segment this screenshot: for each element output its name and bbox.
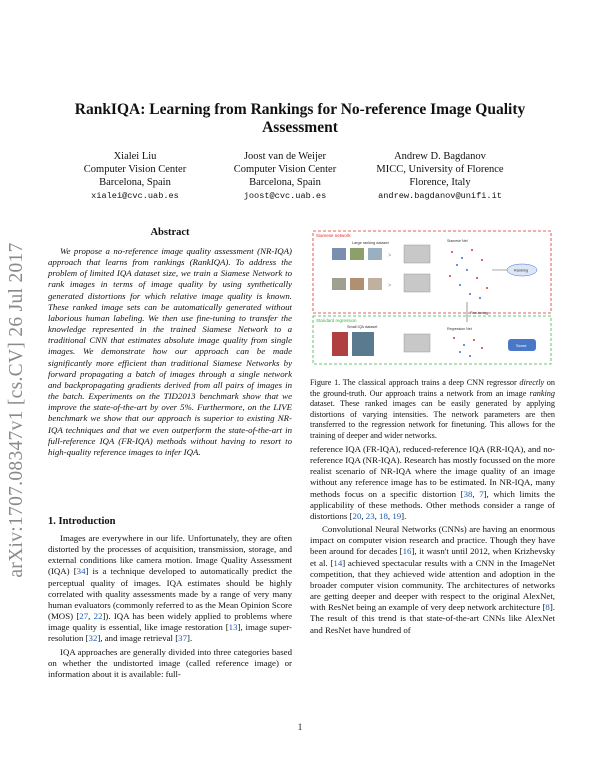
right-paragraph-2: Convolutional Neural Networks (CNNs) are having an enormous impact on computer vision research and practice. Though they have been around for decades [16], it wasn't until 2012, when Krizhevsky et al. [14] achieved spectacular results with a CNN in the ImageNet competition, that they achieved wide attention and adoption in the broader computer vision community. The architectures of networks are getting deeper and deeper with respect to the original AlexNet, with ResNet being an example of very deep network architecture [8]. The result of this trend is that state-of-the-art CNNs like AlexNet and ResNet have hundred of (310, 524, 556, 635)
abstract-text: We propose a no-reference image quality assessment (NR-IQA) approach that learns from rankings (RankIQA). To address the problem of limited IQA dataset size, we train a Siamese Network to rank images in terms of image quality by using synthetically generated distortions for which relative image quality is known. These ranked image sets can be automatically generated without laborious human labeling. We then use fine-tuning to transfer the knowledge represented in the trained Siamese Network to a traditional CNN that estimates absolute image quality from single images. We demonstrate how our approach can be made significantly more efficient than traditional Siamese Networks by forward propagating a batch of images through a single network and backpropagating gradients derived from all pairs of images in the batch. Experiments on the TID2013 benchmark show that we improve the state-of-the-art by over 5%. Furthermore, on the LIVE benchmark we show that our approach is superior to existing NR-IQA techniques and that we even outperform the state-of-the-art in full-reference IQA (FR-IQA) methods without having to resort to high-quality reference images to infer IQA. (48, 246, 292, 457)
citation-link[interactable]: 32 (88, 633, 98, 644)
author-affiliation: Computer Vision Center (233, 164, 337, 176)
network-block (404, 274, 430, 292)
citation-link[interactable]: 20 (352, 510, 362, 521)
regression-net-label: Regression Net (447, 327, 472, 331)
abstract-body (48, 246, 292, 458)
greater-than-symbol: > (388, 253, 392, 259)
siamese-net-label: Siamese Net (447, 239, 468, 243)
introduction-body (48, 533, 292, 682)
distorted-image-1 (332, 248, 346, 260)
network-block (404, 334, 430, 352)
citation-link[interactable]: 38 (463, 488, 473, 499)
iqa-image-1 (332, 332, 348, 356)
author-email[interactable]: andrew.bagdanov@unifi.it (378, 190, 502, 201)
author-name: Joost van de Weijer (243, 151, 327, 162)
author-3 (350, 150, 530, 203)
citation-link[interactable]: 16 (402, 546, 412, 557)
author-name: Andrew D. Bagdanov (394, 151, 486, 162)
citation-link[interactable]: 23 (365, 510, 375, 521)
author-affiliation: Computer Vision Center (83, 164, 187, 176)
regression-scatter-plot (453, 337, 483, 357)
distorted-image-5 (350, 278, 364, 290)
iqa-image-2 (352, 332, 374, 356)
score-output-label: Score (516, 343, 527, 348)
page-number: 1 (297, 722, 303, 732)
author-location: Florence, Italy (409, 177, 471, 189)
paper-title: RankIQA: Learning from Rankings for No-reference Image Quality Assessment (74, 101, 526, 136)
distorted-image-3 (368, 248, 382, 260)
distorted-image-2 (350, 248, 364, 260)
citation-link[interactable]: 18 (379, 510, 388, 521)
author-email[interactable]: xialei@cvc.uab.es (91, 190, 179, 201)
feature-scatter-plot (449, 249, 488, 299)
citation-link[interactable]: 13 (228, 622, 238, 633)
citation-link[interactable]: 7 (479, 488, 484, 499)
citation-link[interactable]: 37 (178, 633, 188, 644)
figure-1-caption: Figure 1. The classical approach trains a deep CNN regressor directly on the ground-truth. Our approach trains a network from an image ranking dataset. These ranked images can be easily generated by applying distortions of varying intensities. The network parameters are then transferred to the regression network for finetuning. This allows for the training of deeper and wider networks. (310, 378, 555, 440)
distorted-image-6 (368, 278, 382, 290)
intro-paragraph-1: Images are everywhere in our life. Unfortunately, they are often distorted by the processes of acquisition, transmission, storage, and external conditions like camera motion. Image Quality Assessment (IQA) [34] is a technique developed to automatically predict the perceptual quality of images. IQA estimates should be highly correlated with quality assessments made by a range of very many human evaluators (commonly referred to as the Mean Opinion Score (MOS) [27, 22]). IQA has been widely applied to problems where image quality is essential, like image restoration [13], image super-resolution [32], and image retrieval [37]. (48, 533, 293, 644)
distorted-image-4 (332, 278, 346, 290)
author-1 (70, 150, 200, 203)
citation-link[interactable]: 14 (333, 557, 343, 568)
regression-section-label: Standard regression (316, 318, 357, 323)
ranking-output-label: Ranking (514, 268, 528, 273)
citation-link[interactable]: 27 (79, 611, 89, 622)
intro-paragraph-2: IQA approaches are generally divided into three categories based on whether the undistorted image (called reference image) or information about it is available: full- (48, 646, 292, 679)
finetune-label: Fine-tuning (470, 311, 488, 315)
arxiv-stamp (6, 210, 28, 610)
author-2 (210, 150, 360, 203)
citation-link[interactable]: 34 (76, 566, 86, 577)
author-location: Barcelona, Spain (99, 177, 171, 189)
author-location: Barcelona, Spain (249, 177, 321, 189)
right-column-body (310, 444, 555, 638)
author-name: Xialei Liu (113, 151, 157, 162)
author-affiliation: MICC, University of Florence (376, 164, 504, 176)
author-email[interactable]: joost@cvc.uab.es (243, 190, 327, 201)
section-heading-introduction: 1. Introduction (48, 516, 116, 527)
citation-link[interactable]: 19 (392, 510, 402, 521)
siamese-section-label: Siamese network (316, 233, 351, 238)
citation-link[interactable]: 22 (93, 611, 103, 622)
greater-than-symbol: > (388, 283, 392, 289)
right-paragraph-1: reference IQA (FR-IQA), reduced-reference IQA (RR-IQA), and no-reference IQA (NR-IQA). Research has mostly focussed on the more realist scenario of NR-IQA where the image quality of an image without any reference image has to be estimated. In NR-IQA, many methods focus on a specific distortion [38, 7], which limits the applicability of these methods. Other methods consider a range of distortions [20, 23, 18, 19]. (310, 444, 555, 521)
network-block (404, 245, 430, 263)
ranking-dataset-label: Large ranking dataset (352, 241, 389, 245)
abstract-heading: Abstract (150, 227, 190, 238)
figure-1-diagram (312, 230, 552, 365)
arxiv-id-text: arXiv:1707.08347v1 [cs.CV] 26 Jul 2017 (6, 242, 27, 578)
small-dataset-label: Small IQA dataset (347, 325, 378, 329)
citation-link[interactable]: 8 (545, 602, 550, 613)
